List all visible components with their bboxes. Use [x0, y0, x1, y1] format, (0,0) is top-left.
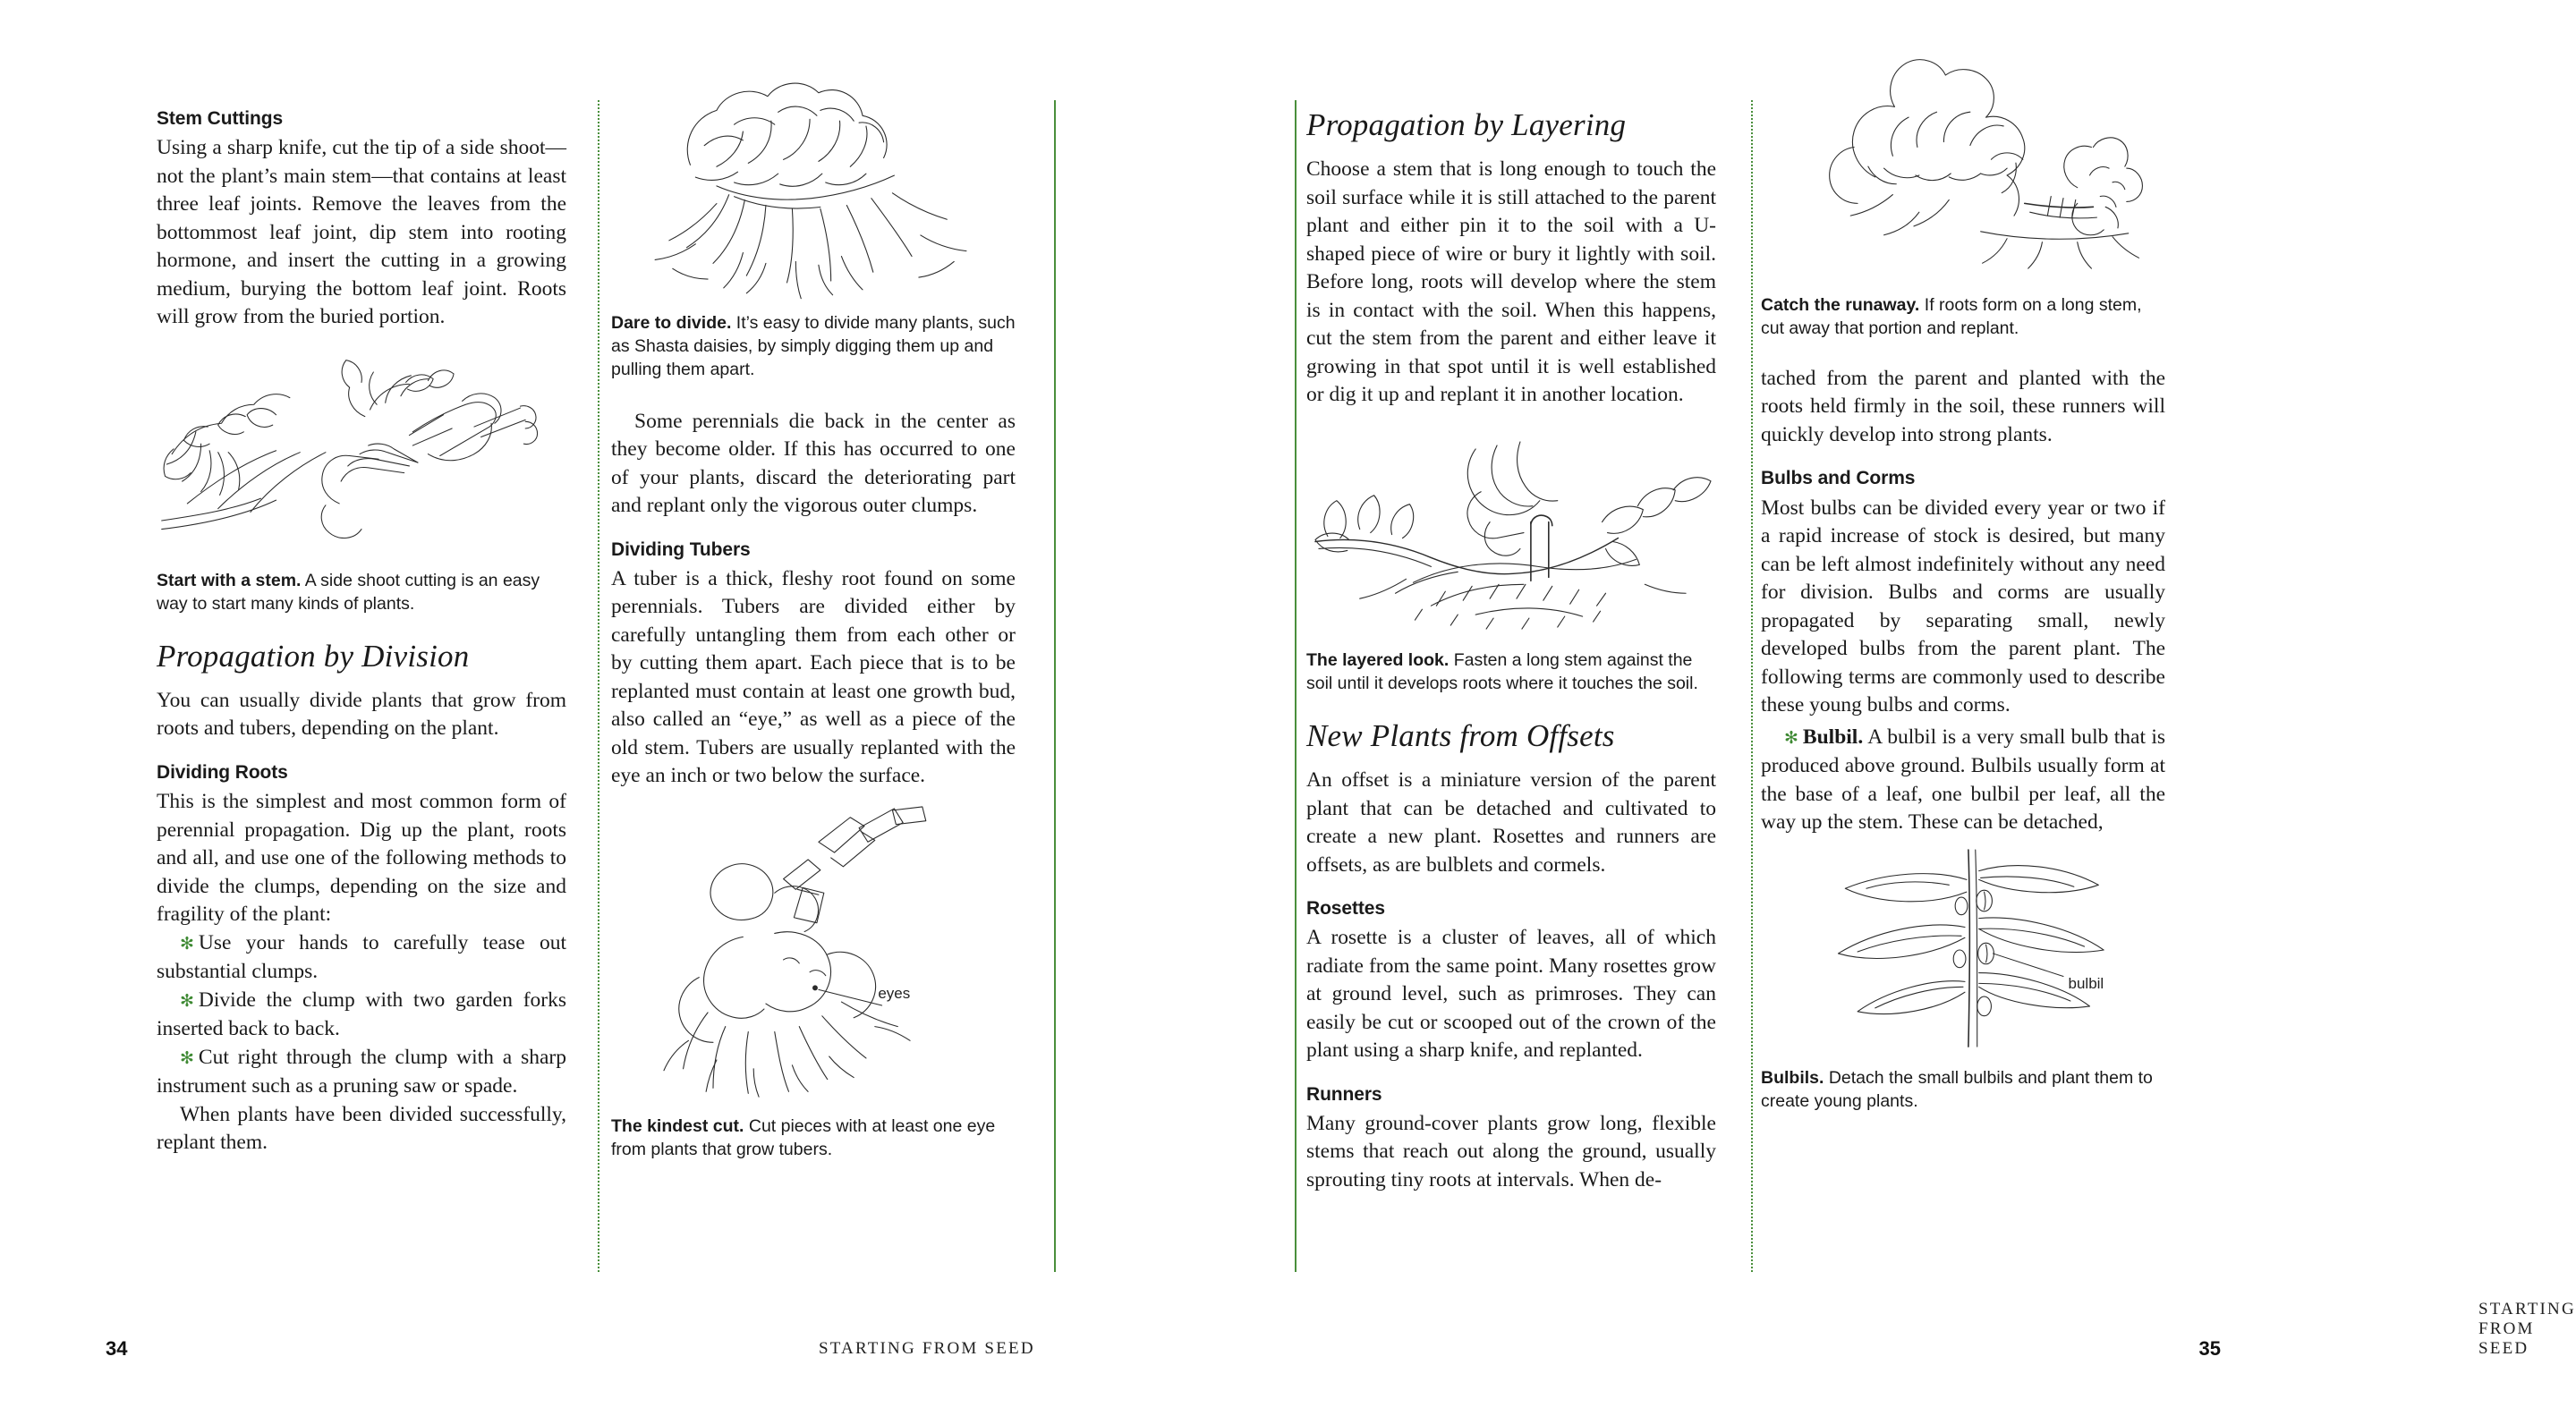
- caption-bulbils: [1761, 1066, 2165, 1113]
- paragraph-division-intro: You can usually divide plants that grow from roots and tubers, depending on the plant.: [157, 688, 566, 741]
- caption-rest: Cut pieces with at least one eye from plants that grow tubers.: [611, 1116, 996, 1160]
- caption-rest: Fasten a long stem against the soil until it develops roots where it touches the soil.: [1306, 649, 1698, 693]
- caption-the-kindest-cut: [611, 1115, 1016, 1161]
- left-page-columns: [157, 107, 1060, 1161]
- paragraph-offsets: An offset is a miniature version of the parent plant that can be detached and cultivated to create a new plant. Rosettes and runners are offsets, as are bulblets and cormels.: [1306, 768, 1716, 877]
- illustration-tuber-with-eyes-and-roots: [611, 805, 1016, 1095]
- figure-bulbil: [1761, 850, 2165, 1052]
- bullet-item: [157, 929, 566, 987]
- illustration-pinning-stem-into-soil: [1306, 440, 1716, 627]
- caption-lead: Start with a stem.: [157, 570, 302, 590]
- caption-rest: It’s easy to divide many plants, such as Shasta daisies, by simply digging them up and pulling them apart.: [611, 312, 1016, 379]
- page-edge-rule-right: [1295, 100, 1297, 1272]
- figure-layering: [1306, 440, 1716, 627]
- caption-lead: The layered look.: [1306, 649, 1450, 670]
- glossary-term: Bulbil.: [1802, 725, 1864, 749]
- page-right: [1163, 0, 2576, 1416]
- page-number-left: 34: [106, 1337, 128, 1360]
- paragraph-rosettes: A rosette is a cluster of leaves, all of which radiate from the same point. Many rosettes grow at ground level, such as primroses. They can easily be cut or scooped out of the crown of the plant using a sharp knife, and replanted.: [1306, 926, 1716, 1063]
- bullet-item: [157, 987, 566, 1044]
- caption-lead: Dare to divide.: [611, 312, 732, 333]
- illustration-hens-and-chicks-runner: [1761, 72, 2165, 283]
- paragraph-tached-runners: tached from the parent and planted with the roots held firmly in the soil, these runners will quickly develop into strong plants.: [1761, 366, 2165, 446]
- figure-divided-clump: [611, 81, 1016, 301]
- page-number-right: 35: [2198, 1337, 2221, 1360]
- running-head-left: STARTING FROM SEED: [819, 1339, 1035, 1358]
- right-page-column-1: [1306, 107, 1736, 1194]
- heading-new-plants-from-offsets: New Plants from Offsets: [1306, 717, 1615, 753]
- paragraph-dividing-tubers: A tuber is a thick, fleshy root found on some perennials. Tubers are divided either by carefully untangling them from each other or by cutting them apart. Each piece that is to be replanted must contain at least one growth bud, also called an “eye,” as well as a piece of the old stem. Tubers are usually replanted with the eye an inch or two below the surface.: [611, 566, 1016, 788]
- caption-rest: Detach the small bulbils and plant them to create young plants.: [1761, 1067, 2153, 1111]
- figure-hens-and-chicks: [1761, 72, 2165, 283]
- bullet-text: Cut right through the clump with a sharp instrument such as a pruning saw or spade.: [157, 1045, 566, 1098]
- right-page-columns: [1306, 107, 2210, 1194]
- left-page-column-1: [157, 107, 586, 1161]
- caption-rest: A side shoot cutting is an easy way to start many kinds of plants.: [157, 570, 540, 614]
- figure-hand-pruning: [157, 353, 566, 558]
- caption-lead: Bulbils.: [1761, 1067, 1824, 1088]
- paragraph-die-back: Some perennials die back in the center as they become older. If this has occurred to one of your plants, discard the deteriorating part and replant only the vigorous outer clumps.: [611, 409, 1016, 518]
- left-page-column-2: [586, 107, 1016, 1161]
- bullet-text: Divide the clump with two garden forks inserted back to back.: [157, 988, 566, 1041]
- paragraph-replant: When plants have been divided successfully, replant them.: [157, 1102, 566, 1155]
- leaf-bullet-icon: ✻: [180, 991, 194, 1011]
- bullet-item: [157, 1044, 566, 1101]
- caption-rest: If roots form on a long stem, cut away that portion and replant.: [1761, 294, 2142, 338]
- heading-dividing-tubers: Dividing Tubers: [611, 538, 751, 560]
- bullet-text: Use your hands to carefully tease out substantial clumps.: [157, 930, 566, 984]
- heading-bulbs-and-corms: Bulbs and Corms: [1761, 468, 1916, 489]
- illustration-divided-shasta-daisy-clump: [611, 81, 1016, 301]
- figure-tuber: [611, 805, 1016, 1095]
- caption-start-with-a-stem: [157, 569, 566, 615]
- caption-the-layered-look: [1306, 649, 1716, 695]
- leaf-bullet-icon: ✻: [180, 934, 194, 954]
- right-page-column-2: [1736, 107, 2165, 1194]
- figure-label-eyes: eyes: [878, 984, 911, 1002]
- paragraph-layering: Choose a stem that is long enough to touch the soil surface while it is still attached to the parent plant and either pin it to the soil with a U-shaped piece of wire or bury it lightly with soil. Before long, roots will develop where the stem is in contact with the soil. When this happens, cut the stem from the parent and either leave it growing in that spot until it is well established or dig it up and replant it in another location.: [1306, 157, 1716, 407]
- heading-runners: Runners: [1306, 1083, 1382, 1105]
- heading-propagation-by-division: Propagation by Division: [157, 638, 470, 674]
- figure-label-bulbil: bulbil: [2068, 974, 2104, 992]
- heading-stem-cuttings: Stem Cuttings: [157, 108, 284, 129]
- paragraph-runners: Many ground-cover plants grow long, flexible stems that reach out along the ground, usually sprouting tiny roots at intervals. When de-: [1306, 1111, 1716, 1191]
- caption-lead: The kindest cut.: [611, 1116, 744, 1137]
- illustration-hand-pruning-side-shoot: [157, 353, 566, 558]
- paragraph-bulbs-and-corms: Most bulbs can be divided every year or two if a rapid increase of stock is desired, but many can be left almost indefinitely without any need for division. Bulbs and corms are usually propagated by separating small, newly developed bulbs from the parent plant. The following terms are commonly used to describe these young bulbs and corms.: [1761, 496, 2165, 716]
- paragraph-dividing-roots: This is the simplest and most common form of perennial propagation. Dig up the plant, roots and all, and use one of the following methods to divide the clumps, depending on the size and fragility of the plant:: [157, 790, 566, 927]
- leaf-bullet-icon: ✻: [1784, 728, 1798, 748]
- illustration-stem-with-bulbils: [1761, 850, 2165, 1052]
- glossary-definition: A bulbil is a very small bulb that is produced above ground. Bulbils usually form at the base of a leaf, one bulbil per leaf, all the way up the stem. These can be detached,: [1761, 725, 2165, 834]
- heading-dividing-roots: Dividing Roots: [157, 761, 288, 783]
- glossary-entry-bulbil: [1761, 724, 2165, 837]
- heading-rosettes: Rosettes: [1306, 898, 1385, 920]
- caption-lead: Catch the runaway.: [1761, 294, 1920, 315]
- paragraph-stem-cuttings: Using a sharp knife, cut the tip of a side shoot—not the plant’s main stem—that contains at least three leaf joints. Remove the leaves from the bottommost leaf joint, dip stem into rooting hormone, and insert the cutting in a growing medium, burying the bottom leaf joint. Roots will grow from the buried portion.: [157, 136, 566, 329]
- caption-dare-to-divide: [611, 311, 1016, 381]
- page-left: [0, 0, 1163, 1416]
- heading-propagation-by-layering: Propagation by Layering: [1306, 107, 1627, 142]
- caption-catch-the-runaway: [1761, 293, 2165, 340]
- running-head-right: STARTING FROM SEED: [2478, 1300, 2576, 1358]
- leaf-bullet-icon: ✻: [180, 1048, 194, 1068]
